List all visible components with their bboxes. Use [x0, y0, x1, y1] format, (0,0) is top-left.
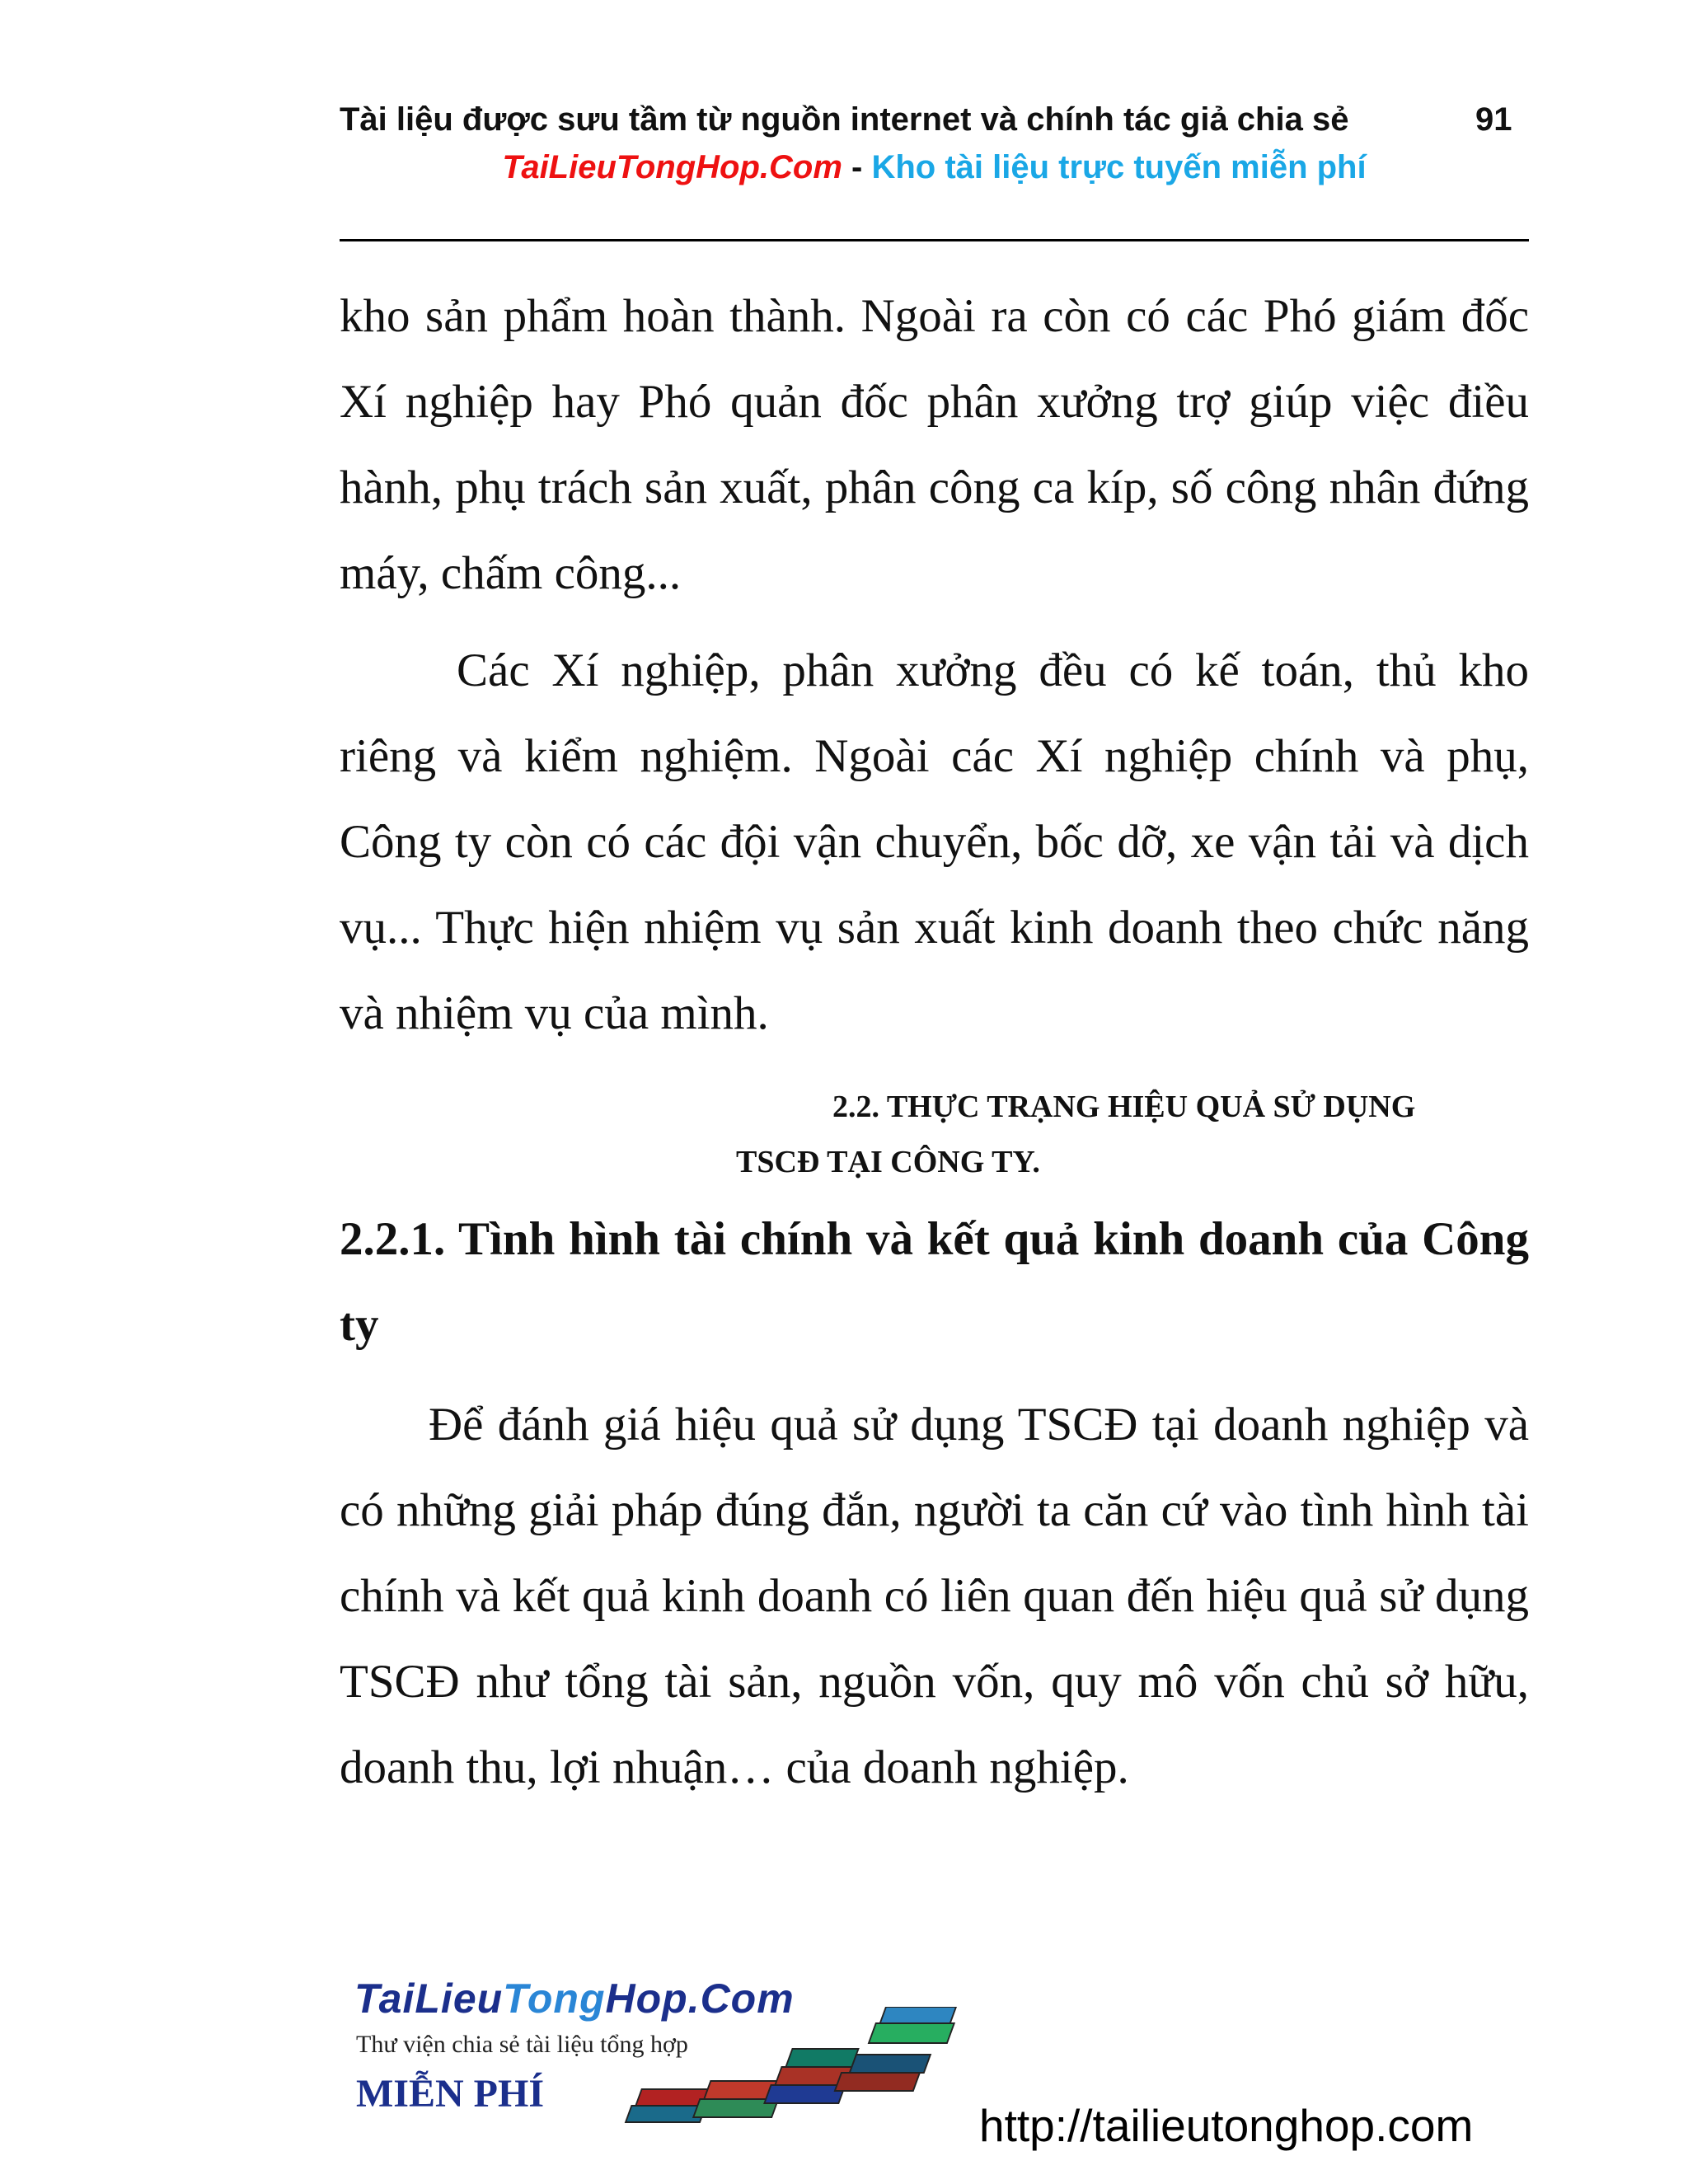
site-tagline: Kho tài liệu trực tuyến miễn phí	[871, 149, 1367, 185]
logo-title: TaiLieuTongHop.Com	[354, 1975, 795, 2022]
footer-url-link[interactable]: http://tailieutonghop.com	[979, 2100, 1474, 2151]
page-number: 91	[1475, 101, 1512, 138]
header-site-line	[340, 148, 1529, 187]
site-name[interactable]: TaiLieuTongHop.Com	[502, 149, 842, 185]
section-heading-line-2: TSCĐ TẠI CÔNG TY.	[736, 1145, 1040, 1179]
logo-subtitle: Thư viện chia sẻ tài liệu tổng hợp	[356, 2031, 688, 2058]
section-heading-line-1: 2.2. THỰC TRẠNG HIỆU QUẢ SỬ DỤNG	[832, 1090, 1416, 1124]
header-divider	[340, 239, 1529, 241]
subsection-heading: 2.2.1. Tình hình tài chính và kết quả kinh doanh của Công ty	[340, 1213, 1529, 1351]
paragraph-2: Các Xí nghiệp, phân xưởng đều có kế toán, thủ kho riêng và kiểm nghiệm. Ngoài các Xí nghiệp chính và phụ, Công ty còn có các đội vận chuyển, bốc dỡ, xe vận tải và dịch vụ... Thực hiện nhiệm vụ sản xuất kinh doanh theo chức năng và nhiệm vụ của mình.	[340, 644, 1529, 1039]
header-source-note: Tài liệu được sưu tầm từ nguồn internet và chính tác giả chia sẻ	[340, 101, 1349, 138]
books-icon	[593, 2007, 973, 2139]
paragraph-3: Để đánh giá hiệu quả sử dụng TSCĐ tại doanh nghiệp và có những giải pháp đúng đắn, người ta căn cứ vào tình hình tài chính và kết quả kinh doanh có liên quan đến hiệu quả sử dụng TSCĐ như tổng tài sản, nguồn vốn, quy mô vốn chủ sở hữu, doanh thu, lợi nhuận… của doanh nghiệp.	[340, 1399, 1529, 1793]
logo-free-label: MIỄN PHÍ	[356, 2072, 544, 2116]
site-logo[interactable]	[346, 1974, 973, 2139]
header-separator: -	[842, 149, 872, 185]
paragraph-1: kho sản phẩm hoàn thành. Ngoài ra còn có các Phó giám đốc Xí nghiệp hay Phó quản đốc phân xưởng trợ giúp việc điều hành, phụ trách sản xuất, phân công ca kíp, số công nhân đứng máy, chấm công...	[340, 290, 1529, 599]
